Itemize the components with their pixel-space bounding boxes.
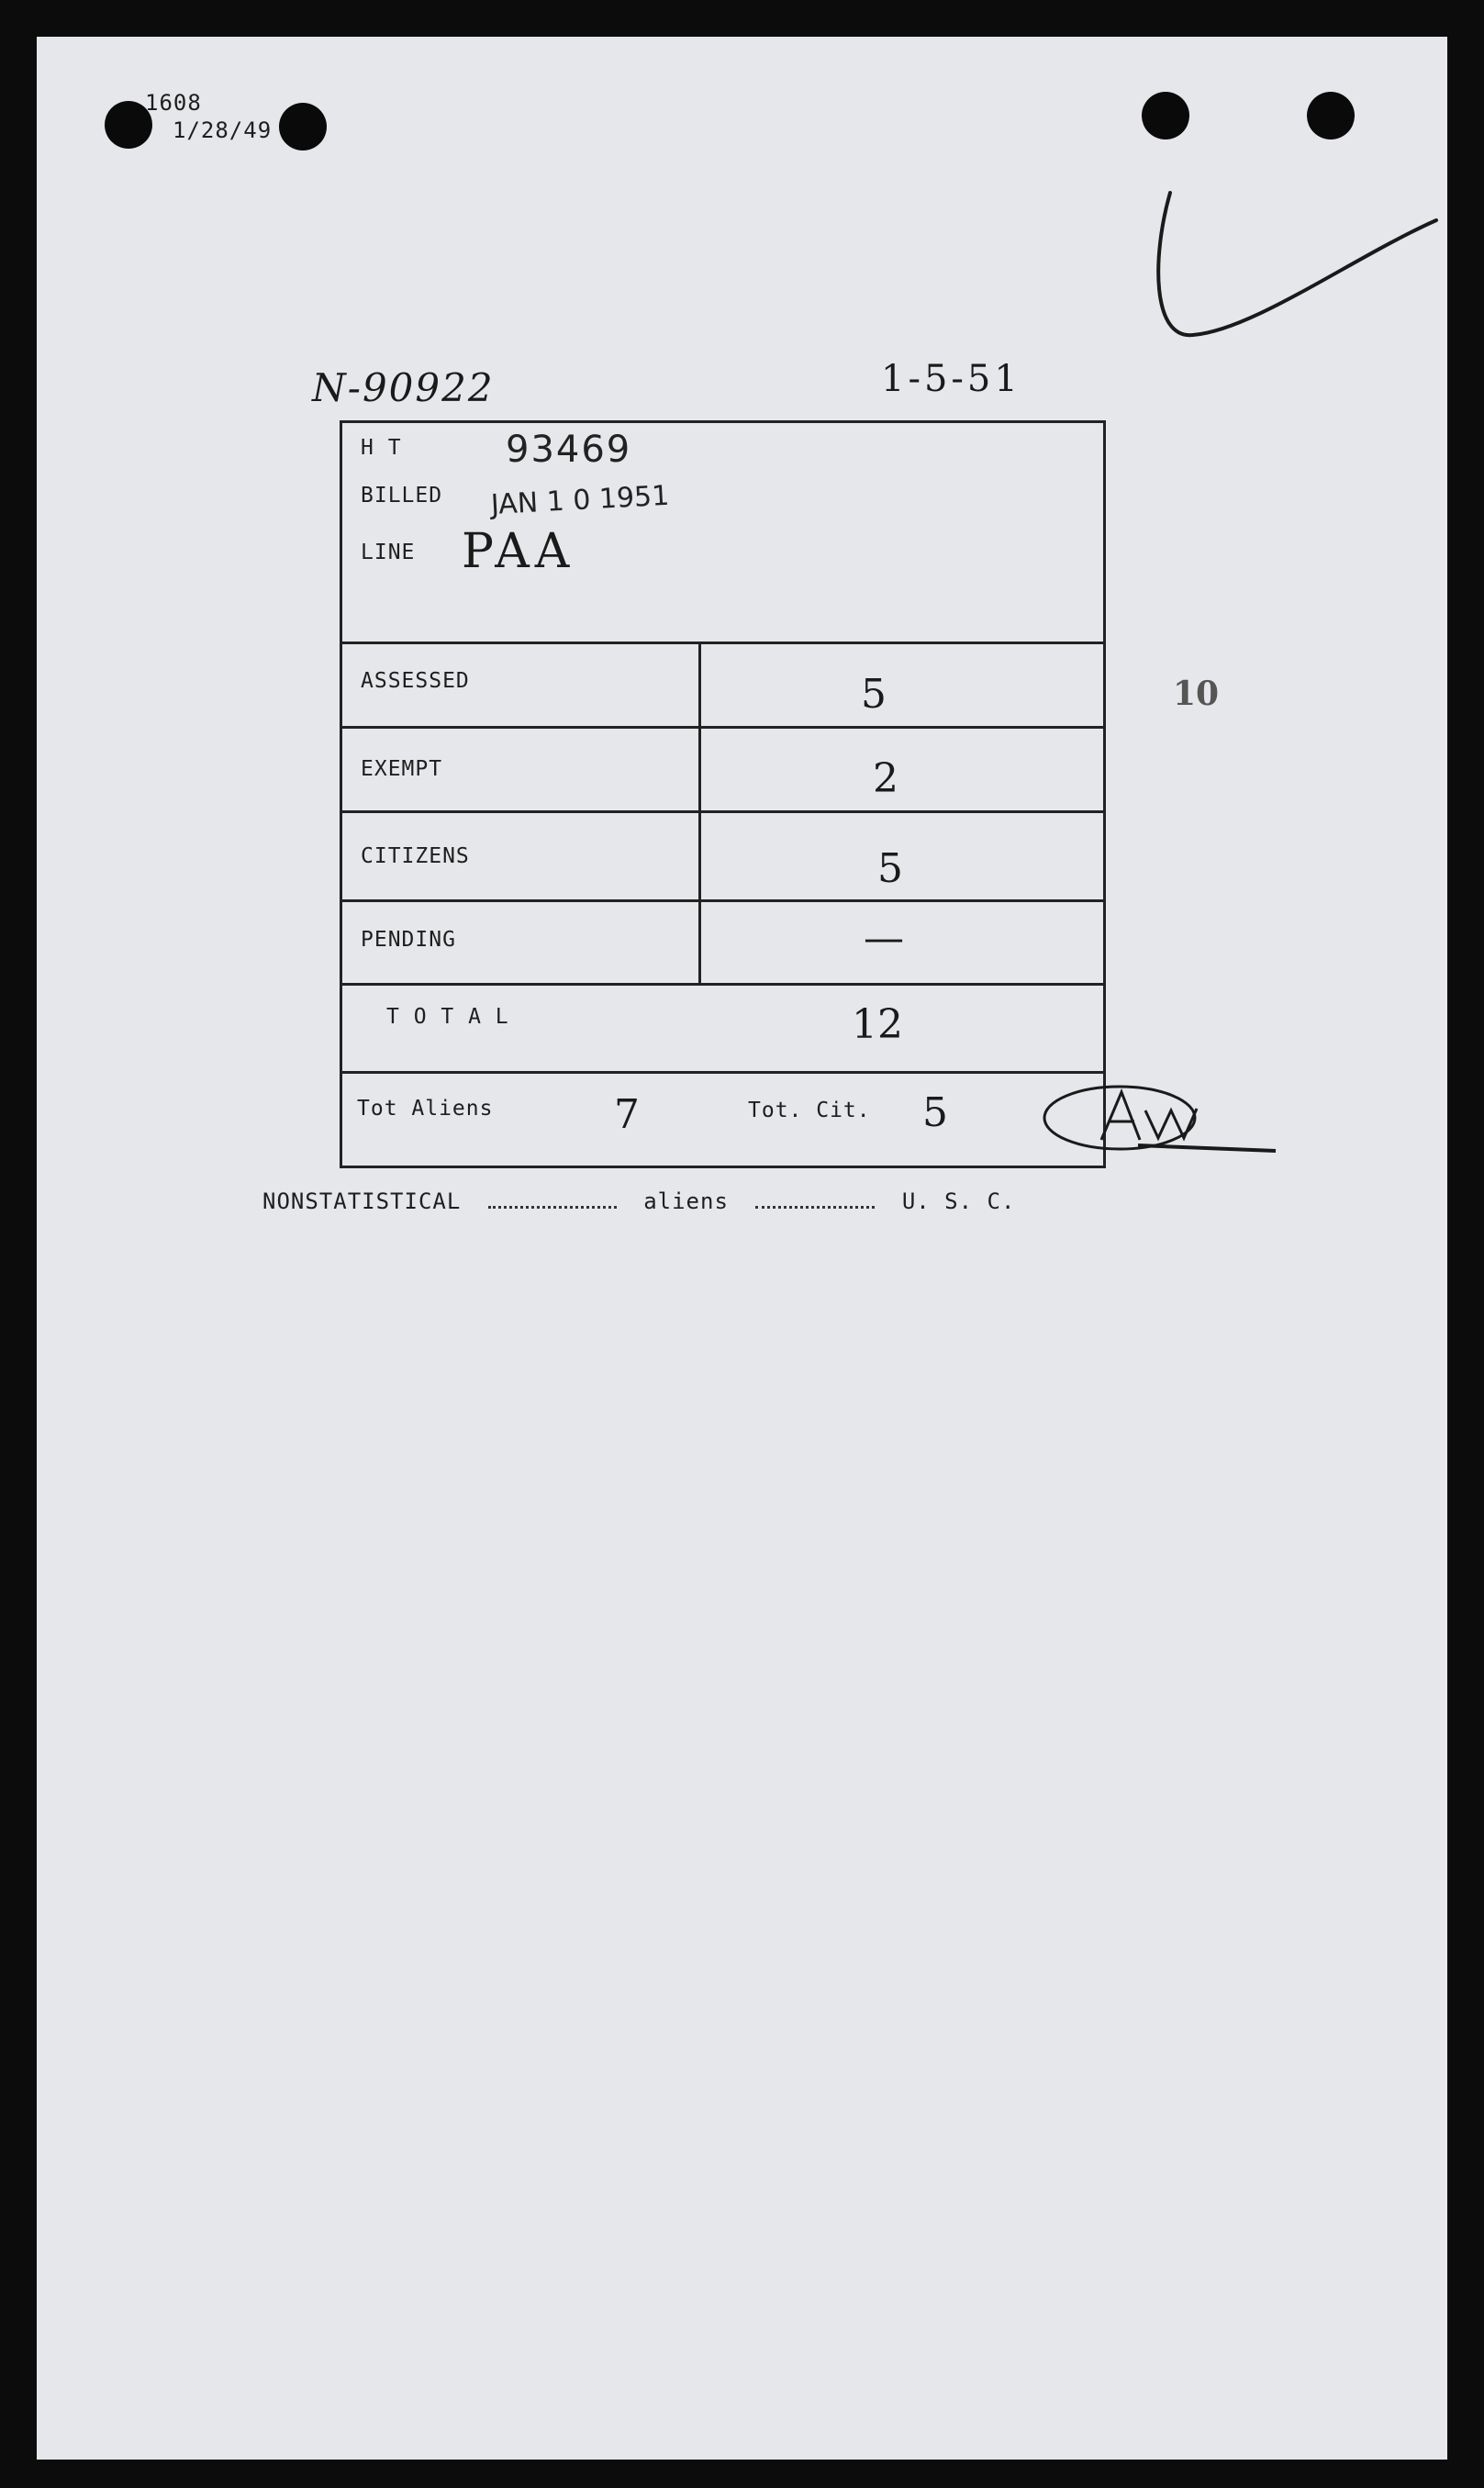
tally-form xyxy=(340,420,1106,1168)
aliens-blank xyxy=(755,1206,875,1209)
billed-date-stamp: JAN 1 0 1951 xyxy=(490,479,671,521)
initials-signature-icon xyxy=(1037,1074,1294,1166)
row-label-pending: PENDING xyxy=(361,928,456,952)
document-page xyxy=(37,37,1447,2460)
divider xyxy=(342,726,1103,729)
tot-cit-value: 5 xyxy=(922,1089,948,1136)
total-value: 12 xyxy=(852,1001,903,1048)
aliens-label: aliens xyxy=(643,1188,729,1214)
divider xyxy=(342,983,1103,986)
nonstatistical-label: NONSTATISTICAL xyxy=(262,1188,462,1214)
divider xyxy=(342,642,1103,644)
row-value-exempt: 2 xyxy=(873,755,898,802)
side-number: 10 xyxy=(1173,675,1220,713)
ht-label: H T xyxy=(361,436,402,460)
line-value: PAA xyxy=(462,524,575,579)
total-label: T O T A L xyxy=(386,1005,509,1029)
punch-hole-right-1 xyxy=(1142,92,1189,139)
footer-line xyxy=(262,1188,1015,1214)
tot-aliens-value: 7 xyxy=(614,1091,640,1138)
punch-hole-left-2 xyxy=(279,103,327,151)
nonstatistical-blank xyxy=(488,1206,617,1209)
row-label-citizens: CITIZENS xyxy=(361,844,470,868)
handwritten-date: 1-5-51 xyxy=(881,358,1021,400)
tot-cit-label: Tot. Cit. xyxy=(748,1099,871,1122)
divider xyxy=(342,810,1103,813)
billed-label: BILLED xyxy=(361,484,443,508)
usc-label: U. S. C. xyxy=(901,1188,1016,1214)
divider xyxy=(342,899,1103,902)
column-divider xyxy=(698,642,701,983)
handwritten-number: N-90922 xyxy=(312,365,495,410)
row-value-citizens: 5 xyxy=(877,845,903,892)
corner-date: 1/28/49 xyxy=(173,117,273,143)
punch-hole-right-2 xyxy=(1307,92,1355,139)
row-label-exempt: EXEMPT xyxy=(361,757,443,781)
line-label: LINE xyxy=(361,541,416,564)
row-value-pending: — xyxy=(864,915,904,962)
divider xyxy=(342,1071,1103,1074)
ht-value: 93469 xyxy=(506,429,632,471)
row-label-assessed: ASSESSED xyxy=(361,669,470,693)
checkmark-icon xyxy=(1124,174,1455,385)
corner-code: 1608 xyxy=(145,90,202,116)
row-value-assessed: 5 xyxy=(861,671,887,718)
tot-aliens-label: Tot Aliens xyxy=(357,1097,494,1121)
